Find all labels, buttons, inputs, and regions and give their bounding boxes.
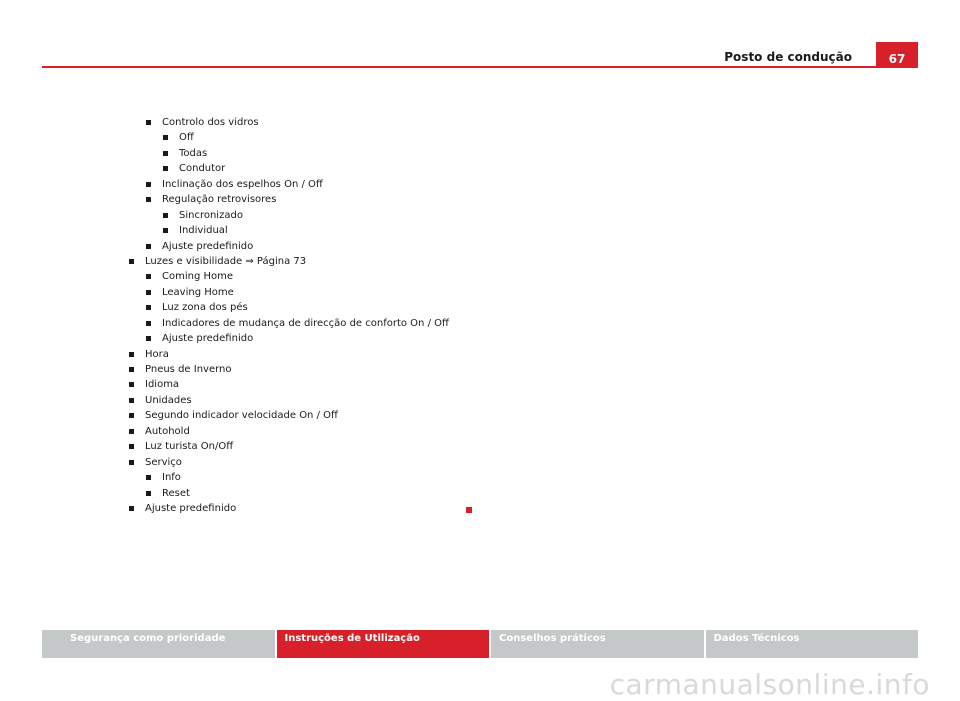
bullet-icon (146, 475, 151, 480)
bullet-icon (146, 274, 151, 279)
page-number: 67 (876, 42, 918, 68)
menu-item-label: Off (179, 132, 194, 144)
footer-tabs (42, 630, 918, 658)
menu-item-label: Coming Home (162, 271, 234, 283)
settings-menu-list (127, 115, 449, 516)
menu-item (127, 192, 449, 207)
menu-item (127, 300, 449, 315)
menu-item (127, 408, 449, 423)
menu-item-label: Sincronizado (179, 209, 243, 221)
bullet-icon (146, 290, 151, 295)
menu-item (127, 486, 449, 501)
menu-item-label: Info (162, 472, 181, 484)
menu-item (127, 130, 449, 145)
menu-item (127, 223, 449, 238)
header-rule (42, 66, 918, 68)
menu-item (127, 347, 449, 362)
footer-tab-instrucoes[interactable]: Instruções de Utilização (277, 630, 490, 658)
bullet-icon (163, 151, 168, 156)
bullet-icon (146, 197, 151, 202)
bullet-icon (146, 321, 151, 326)
menu-item-label: Luz turista On/Off (145, 441, 234, 453)
footer-tab-dados-tecnicos[interactable]: Dados Técnicos (706, 630, 919, 658)
menu-item-label: Leaving Home (162, 286, 234, 298)
menu-item (127, 161, 449, 176)
bullet-icon (129, 429, 134, 434)
section-end-marker (466, 507, 472, 513)
bullet-icon (129, 444, 134, 449)
bullet-icon (129, 506, 134, 511)
menu-item (127, 331, 449, 346)
bullet-icon (129, 413, 134, 418)
menu-item-label: Indicadores de mudança de direcção de conforto On / Off (162, 317, 449, 329)
menu-item-label: Unidades (145, 394, 192, 406)
bullet-icon (146, 120, 151, 125)
footer-tab-seguranca[interactable]: Segurança como prioridade (42, 630, 275, 658)
bullet-icon (146, 244, 151, 249)
menu-item-label: Ajuste predefinido (145, 502, 237, 514)
footer-tab-conselhos[interactable]: Conselhos práticos (491, 630, 704, 658)
menu-item-label: Segundo indicador velocidade On / Off (145, 410, 338, 422)
menu-item (127, 239, 449, 254)
menu-item (127, 377, 449, 392)
menu-item-label: Condutor (179, 163, 226, 175)
bullet-icon (146, 305, 151, 310)
bullet-icon (146, 182, 151, 187)
menu-item (127, 455, 449, 470)
bullet-icon (129, 352, 134, 357)
menu-item-label: Regulação retrovisores (162, 194, 277, 206)
menu-item (127, 115, 449, 130)
menu-item-label: Luz zona dos pés (162, 302, 248, 314)
menu-item-label: Idioma (145, 379, 180, 391)
menu-item-label: Serviço (145, 456, 182, 468)
menu-item (127, 285, 449, 300)
menu-item-label: Controlo dos vidros (162, 117, 259, 128)
menu-item-label: Reset (162, 487, 190, 499)
menu-item (127, 470, 449, 485)
menu-item (127, 254, 449, 269)
menu-item-label: Inclinação dos espelhos On / Off (162, 178, 323, 190)
menu-item (127, 439, 449, 454)
menu-item (127, 501, 449, 516)
menu-item (127, 177, 449, 192)
menu-item (127, 208, 449, 223)
bullet-icon (146, 336, 151, 341)
menu-item-label: Individual (179, 225, 228, 237)
bullet-icon (163, 213, 168, 218)
bullet-icon (129, 398, 134, 403)
menu-item-label: Todas (179, 147, 208, 159)
bullet-icon (146, 491, 151, 496)
menu-item (127, 269, 449, 284)
menu-item (127, 393, 449, 408)
bullet-icon (129, 259, 134, 264)
menu-item-label: Ajuste predefinido (162, 333, 254, 345)
menu-item-label: Ajuste predefinido (162, 240, 254, 252)
menu-item-label: Hora (145, 348, 169, 360)
bullet-icon (163, 228, 168, 233)
section-title: Posto de condução (724, 50, 852, 64)
bullet-icon (163, 135, 168, 140)
menu-item (127, 316, 449, 331)
menu-item-label: Pneus de Inverno (145, 364, 232, 375)
menu-item-label: Luzes e visibilidade ⇒ Página 73 (145, 255, 307, 267)
bullet-icon (129, 382, 134, 387)
menu-item (127, 424, 449, 439)
bullet-icon (163, 166, 168, 171)
bullet-icon (129, 460, 134, 465)
menu-item (127, 362, 449, 377)
menu-item-label: Autohold (145, 425, 190, 437)
menu-item (127, 146, 449, 161)
bullet-icon (129, 367, 134, 372)
watermark: carmanualsonline.info (609, 668, 930, 701)
